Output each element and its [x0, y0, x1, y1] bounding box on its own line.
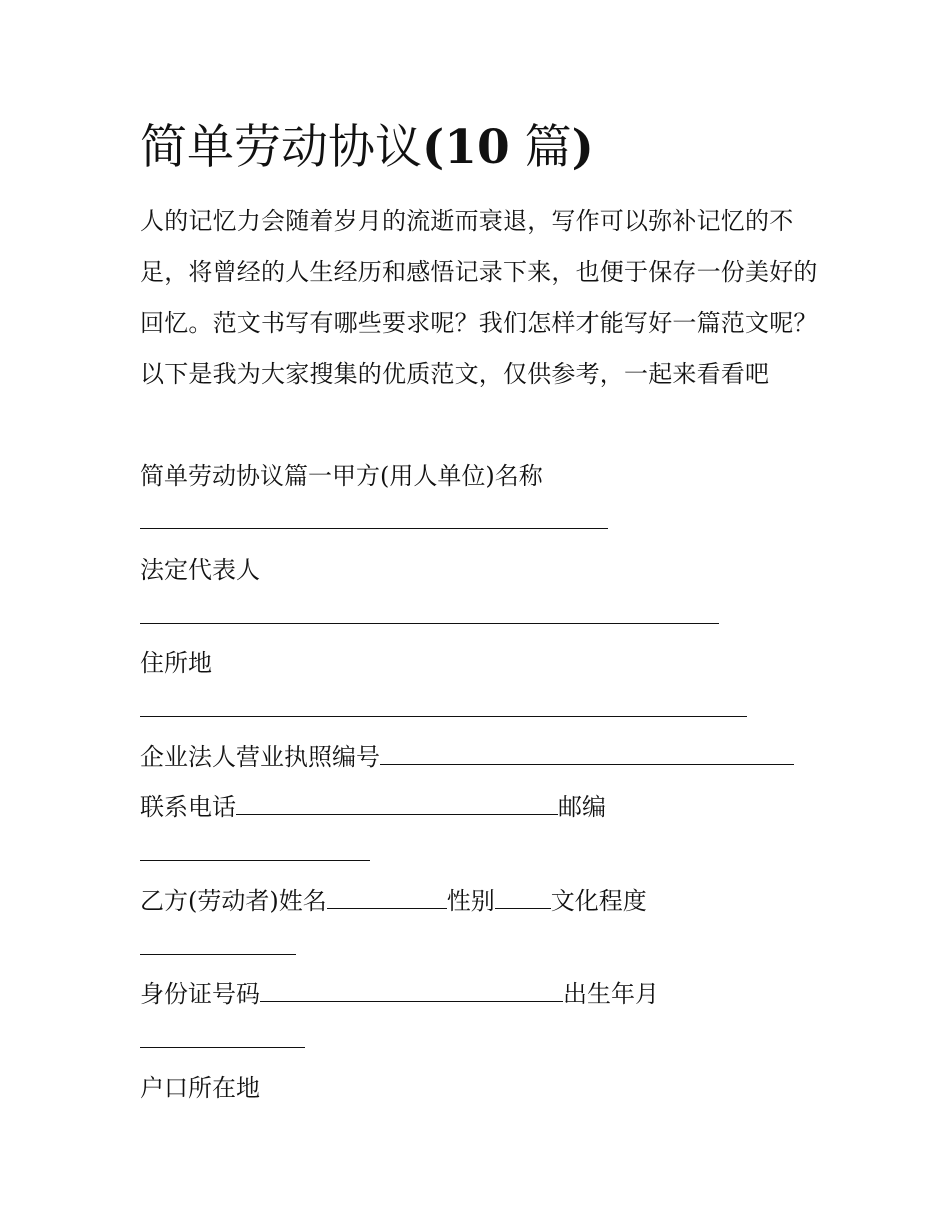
license-label: 企业法人营业执照编号 [140, 743, 380, 771]
party-b-name-blank [327, 884, 447, 909]
phone-blank [236, 790, 558, 815]
party-b-name-label: 乙方(劳动者)姓名 [140, 887, 327, 915]
birth-label: 出生年月 [563, 980, 659, 1008]
title-number: (10 [422, 120, 510, 175]
id-blank [260, 977, 563, 1002]
party-a-name-blank [140, 528, 608, 529]
license-row [140, 740, 794, 774]
intro-paragraph: 人的记忆力会随着岁月的流逝而衰退，写作可以弥补记忆的不足，将曾经的人生经历和感悟记录下来，也便于保存一份美好的回忆。范文书写有哪些要求呢？我们怎样才能写好一篇范文呢？以下是我为大家搜集的优质范文，仅供参考，一起来看看吧 [140, 207, 818, 388]
title-pian: 篇 [524, 120, 572, 175]
phone-label: 联系电话 [140, 793, 236, 821]
hukou-label: 户口所在地 [140, 1074, 260, 1102]
gender-label: 性别 [446, 887, 495, 915]
id-row [140, 977, 659, 1011]
title-main: 简单劳动协议 [140, 120, 422, 175]
title-close: ) [571, 120, 594, 175]
address-label: 住所地 [140, 649, 212, 677]
education-blank [140, 954, 296, 955]
birth-blank [140, 1047, 305, 1048]
party-b-row [140, 884, 647, 918]
postcode-blank [140, 860, 370, 861]
gender-blank [495, 884, 551, 909]
phone-row [140, 790, 606, 824]
postcode-label: 邮编 [558, 793, 606, 821]
document-title [140, 118, 594, 178]
id-label: 身份证号码 [140, 980, 260, 1008]
legal-rep-label: 法定代表人 [140, 556, 260, 584]
address-blank [140, 716, 747, 717]
education-label: 文化程度 [550, 887, 647, 915]
license-blank [380, 740, 794, 765]
party-a-heading: 简单劳动协议篇一甲方(用人单位)名称 [140, 462, 543, 490]
legal-rep-blank [140, 623, 719, 624]
